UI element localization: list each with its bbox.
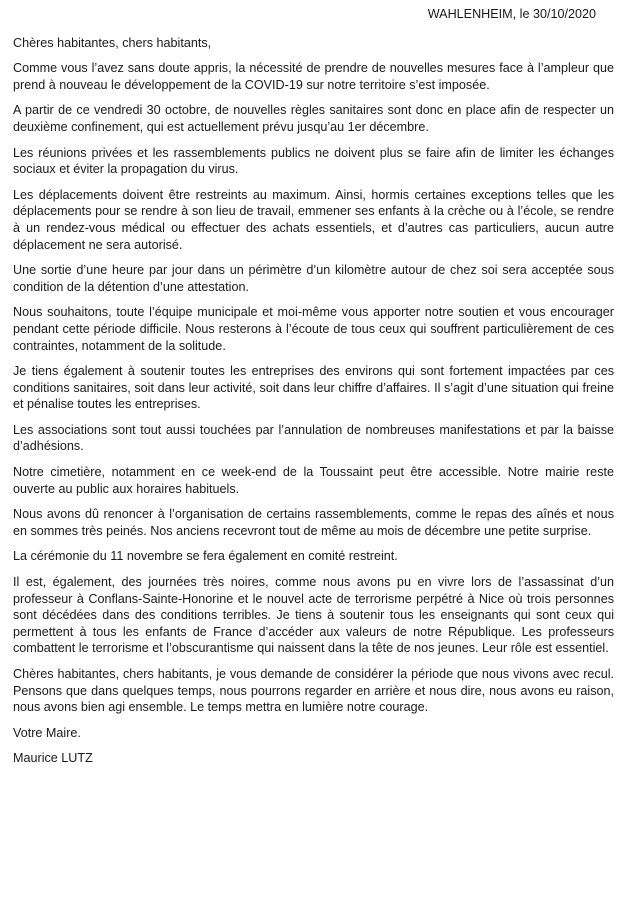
paragraph: Je tiens également à soutenir toutes les entreprises des environs qui sont fortement impactées par ces conditions sanitaires, soit dans leur activité, soit dans leur chiffre d’affaires. Il s’agit d’une situation qui freine et pénalise toutes les entreprises. xyxy=(13,364,614,412)
paragraph: Les déplacements doivent être restreints au maximum. Ainsi, hormis certaines exceptions telles que les déplacements pour se rendre à son lieu de travail, emmener ses enfants à la crèche ou à l’école, se rendre à un rendez-vous médical ou effectuer des achats essentiels, et d’autres cas particuliers, aucun autre déplacement ne sera autorisé. xyxy=(13,187,614,252)
greeting: Chères habitantes, chers habitants, xyxy=(13,35,212,50)
paragraph: La cérémonie du 11 novembre se fera également en comité restreint. xyxy=(13,549,398,564)
paragraph: Nous souhaitons, toute l’équipe municipale et moi-même vous apporter notre soutien et vous encourager pendant cette période difficile. Nous resterons à l’écoute de tous ceux qui souffrent particulièrement de ces contraintes, notamment de la solitude. xyxy=(13,305,614,353)
place-date: WAHLENHEIM, le 30/10/2020 xyxy=(427,7,596,21)
paragraph: Comme vous l’avez sans doute appris, la nécessité de prendre de nouvelles mesures face à l’ampleur que prend à nouveau le développement de la COVID-19 sur notre territoire s’est imposée. xyxy=(13,61,614,92)
paragraph: Les réunions privées et les rassemblements publics ne doivent plus se faire afin de limiter les échanges sociaux et éviter la propagation du virus. xyxy=(13,145,614,177)
paragraph: Il est, également, des journées très noires, comme nous avons pu en vivre lors de l’assassinat d’un professeur à Conflans-Sainte-Honorine et le nouvel acte de terrorisme perpétré à Nice où trois personnes sont décédées dans des conditions terribles. Je tiens à soutenir tous les enseignants qui sont ceux qui permettent à tous les enfants de France d’accéder aux valeurs de notre République. Les professeurs combattent le terrorisme et l’obscurantisme qui naissent dans la tête de nos jeunes. Leur rôle est essentiel. xyxy=(13,575,614,656)
paragraph: A partir de ce vendredi 30 octobre, de nouvelles règles sanitaires sont donc en place afin de respecter un deuxième confinement, qui est actuellement prévu jusqu’au 1er décembre. xyxy=(13,103,614,134)
paragraph: Chères habitantes, chers habitants, je vous demande de considérer la période que nous vivons avec recul. Pensons que dans quelques temps, nous pourrons regarder en arrière et nous dire, nous avons eu raison, nous avons bien agi ensemble. Le temps mettra en lumière notre courage. xyxy=(13,667,614,715)
paragraph: Nous avons dû renoncer à l’organisation de certains rassemblements, comme le repas des aînés et nous en sommes très peinés. Nos anciens recevront tout de même au mois de décembre une petite surprise. xyxy=(13,507,614,538)
paragraph: Une sortie d’une heure par jour dans un périmètre d’un kilomètre autour de chez soi sera acceptée sous condition de la détention d’une attestation. xyxy=(13,263,614,294)
paragraph: Les associations sont tout aussi touchées par l’annulation de nombreuses manifestations et par la baisse d’adhésions. xyxy=(13,422,614,454)
signature: Maurice LUTZ xyxy=(13,751,93,766)
closing: Votre Maire. xyxy=(13,725,81,740)
paragraph: Notre cimetière, notamment en ce week-end de la Toussaint peut être accessible. Notre mairie reste ouverte au public aux horaires habituels. xyxy=(13,465,614,496)
